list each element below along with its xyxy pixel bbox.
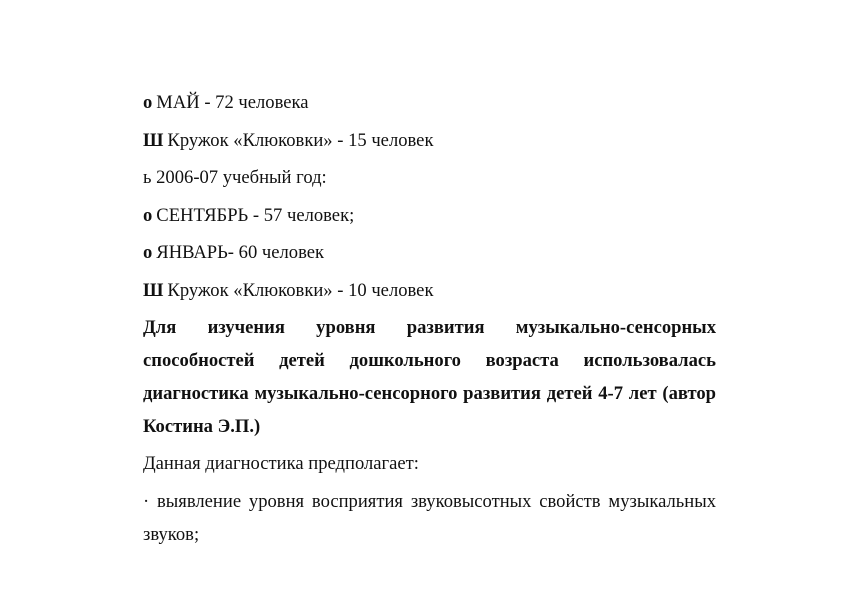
line-text: СЕНТЯБРЬ - 57 человек; (156, 204, 355, 226)
line-text: Кружок «Клюковки» - 15 человек (167, 129, 434, 151)
bullet-paragraph: · выявление уровня восприятия звуковысотных свойств музыкальных звуков; (143, 490, 716, 545)
intro-text: Данная диагностика предполагает: (143, 453, 419, 474)
bullet-marker: o (143, 242, 153, 263)
diagnostics-intro (143, 447, 716, 480)
bullet-marker: o (143, 204, 153, 226)
line-text: ЯНВАРЬ- 60 человек (156, 242, 325, 263)
list-line-september (143, 199, 716, 232)
bullet-marker: Ш (143, 279, 164, 301)
list-line-club-2006 (143, 274, 716, 307)
bullet-marker: o (143, 92, 153, 113)
list-line-may (143, 86, 716, 119)
list-line-january (143, 236, 716, 269)
line-text: ь 2006-07 учебный год: (143, 167, 327, 188)
list-line-club-2005 (143, 124, 716, 157)
line-text: МАЙ - 72 человека (156, 92, 309, 113)
line-text: Кружок «Клюковки» - 10 человек (167, 279, 434, 301)
bullet-marker: Ш (143, 129, 164, 151)
document-content (143, 86, 716, 551)
diagnostics-paragraph: Для изучения уровня развития музыкально-сенсорных способностей детей дошкольного возраста использовалась диагностика музыкально-сенсорного развития детей 4-7 лет (автор Костина Э.П.) (143, 317, 716, 437)
list-line-year-heading (143, 161, 716, 194)
